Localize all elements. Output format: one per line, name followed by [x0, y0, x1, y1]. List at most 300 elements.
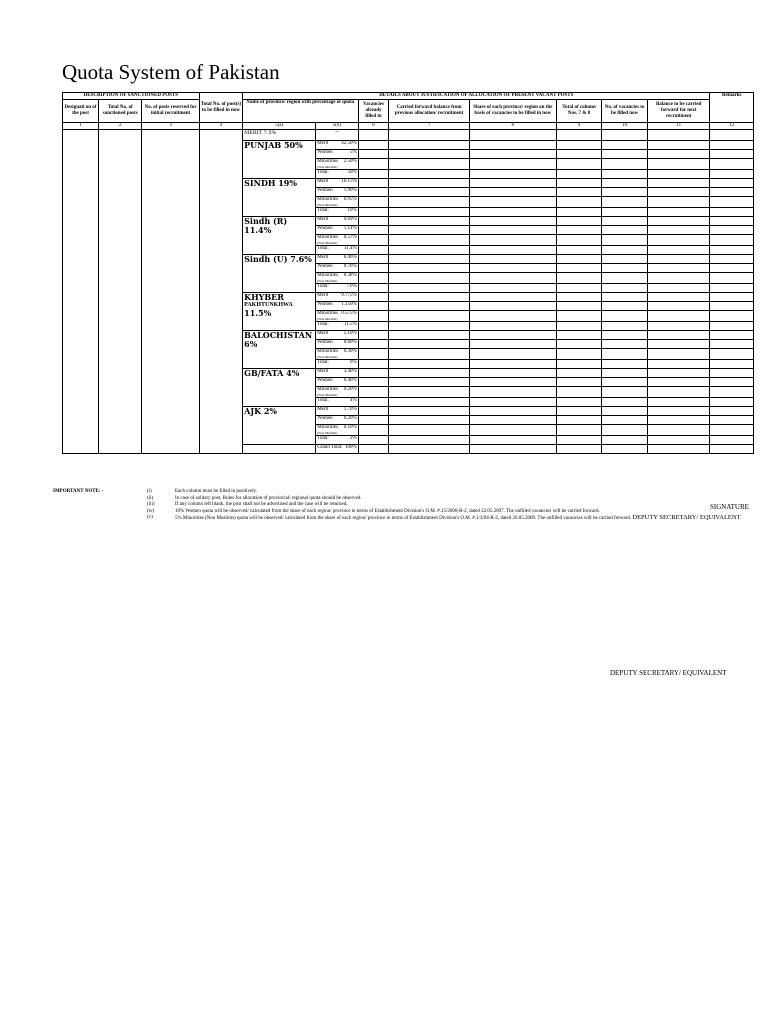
col-number: 2	[99, 123, 142, 130]
empty-cell	[469, 246, 556, 255]
empty-cell	[710, 208, 754, 217]
empty-cell	[389, 246, 470, 255]
empty-cell	[389, 150, 470, 159]
empty-cell	[389, 235, 470, 246]
empty-cell	[710, 416, 754, 425]
header-province: Name of province/ region with percentage of quota	[243, 100, 358, 123]
empty-cell	[469, 179, 556, 188]
col-number: 11	[647, 123, 710, 130]
empty-cell	[710, 398, 754, 407]
empty-cell	[556, 407, 602, 416]
empty-cell	[469, 159, 556, 170]
quota-category: Women 0.20%	[316, 416, 358, 425]
grand-total: Grand Total: 100%	[316, 445, 358, 454]
quota-subcategory: (Non Muslim)	[317, 165, 338, 169]
empty-cell	[389, 302, 470, 311]
quota-category: Minorities 0.575% (Non Muslim)	[317, 311, 357, 321]
province-label: PUNJAB 50%	[244, 140, 303, 150]
province-total: Total: 2%	[316, 436, 358, 445]
empty-cell	[602, 436, 648, 445]
empty-cell	[556, 217, 602, 226]
empty-cell	[556, 208, 602, 217]
empty-cell	[389, 416, 470, 425]
empty-cell	[389, 226, 470, 235]
note-item: (i) Each column must be filled in positively.	[147, 489, 258, 494]
quota-category: Women 1.14%	[316, 226, 358, 235]
page-title: Quota System of Pakistan	[62, 60, 280, 84]
province-total: Total: 11.5%	[316, 322, 358, 331]
province-label: KHYBER	[244, 292, 284, 302]
signature-label: SIGNATURE	[710, 503, 749, 511]
empty-cell	[389, 322, 470, 331]
empty-cell	[602, 141, 648, 150]
empty-cell	[556, 130, 602, 141]
empty-cell	[710, 159, 754, 170]
empty-cell	[602, 331, 648, 340]
empty-cell	[469, 349, 556, 360]
empty-cell	[389, 293, 470, 302]
empty-cell	[647, 369, 710, 378]
empty-cell	[710, 340, 754, 349]
quota-category: Merit 16.15%	[316, 179, 358, 188]
empty-cell	[647, 226, 710, 235]
empty-cell	[358, 436, 389, 445]
note-item: (iii) If any column left blank, the post shall not be advertised and the case will be returned.	[147, 502, 348, 507]
empty-cell	[389, 273, 470, 284]
empty-cell	[556, 387, 602, 398]
empty-cell	[469, 302, 556, 311]
empty-cell	[710, 197, 754, 208]
sanctioned-cell	[99, 130, 142, 454]
empty-cell	[556, 445, 602, 454]
empty-cell	[710, 246, 754, 255]
empty-cell	[602, 130, 648, 141]
empty-cell	[469, 150, 556, 159]
empty-cell	[647, 293, 710, 302]
empty-cell	[358, 130, 389, 141]
empty-cell	[647, 159, 710, 170]
header-vacancies-now: No. of vacancies to be filled now	[602, 100, 648, 123]
col-number: 3	[142, 123, 199, 130]
empty-cell	[710, 387, 754, 398]
empty-cell	[710, 293, 754, 302]
empty-cell	[389, 311, 470, 322]
empty-cell	[358, 264, 389, 273]
empty-cell	[556, 150, 602, 159]
quota-category: Women 1.150%	[316, 302, 358, 311]
empty-cell	[389, 141, 470, 150]
empty-cell	[469, 322, 556, 331]
note-item: (iv) 10% Women quota will be observed/ calculated from the share of each region/ province in terms of Establishment Division's O.M. #.15/2006-R-2, dated 22.05.2007. The unfilled vacancies will be carried forward.	[147, 508, 600, 514]
province-label-3: 11.5%	[244, 308, 272, 318]
empty-cell	[556, 141, 602, 150]
empty-cell	[389, 378, 470, 387]
empty-cell	[556, 226, 602, 235]
empty-cell	[602, 425, 648, 436]
empty-cell	[556, 369, 602, 378]
table-body	[63, 130, 754, 454]
empty-cell	[647, 170, 710, 179]
empty-cell	[647, 255, 710, 264]
empty-cell	[710, 302, 754, 311]
empty-cell	[358, 349, 389, 360]
empty-cell	[556, 246, 602, 255]
empty-cell	[602, 273, 648, 284]
empty-cell	[602, 416, 648, 425]
empty-cell	[358, 398, 389, 407]
province-total: Total: 7.6%	[316, 284, 358, 293]
province-name	[243, 141, 316, 179]
empty-cell	[469, 425, 556, 436]
empty-cell	[602, 188, 648, 197]
quota-subcategory: (Non Muslim)	[317, 241, 338, 245]
province-label-3: 6%	[244, 339, 258, 349]
header-share: Share of each province/ region on the basis of vacancies to be filled in now	[469, 100, 556, 123]
province-name	[243, 331, 316, 369]
empty-cell	[469, 436, 556, 445]
empty-cell	[556, 170, 602, 179]
header-carried-forward: Carried forward balance from previous allocation/ recruitment	[389, 100, 470, 123]
notes-list	[147, 489, 757, 523]
quota-category: Minorities 0.20% (Non Muslim)	[317, 387, 357, 397]
empty-cell	[556, 360, 602, 369]
header-reserved: No. of posts reserved for initial recruitment	[142, 100, 199, 123]
empty-cell	[602, 170, 648, 179]
province-label: SINDH 19%	[244, 178, 297, 188]
empty-cell	[469, 264, 556, 273]
empty-cell	[647, 150, 710, 159]
empty-cell	[469, 378, 556, 387]
empty-cell	[469, 407, 556, 416]
empty-cell	[358, 331, 389, 340]
empty-cell	[556, 302, 602, 311]
empty-cell	[647, 188, 710, 197]
empty-cell	[710, 436, 754, 445]
empty-cell	[647, 407, 710, 416]
empty-cell	[556, 398, 602, 407]
empty-cell	[647, 360, 710, 369]
empty-cell	[710, 141, 754, 150]
empty-cell	[358, 425, 389, 436]
col-number: 12	[710, 123, 754, 130]
province-label: Sindh (R) 11.4%	[244, 216, 288, 235]
empty-cell	[389, 197, 470, 208]
empty-cell	[469, 273, 556, 284]
col-number: 10	[602, 123, 648, 130]
empty-cell	[389, 217, 470, 226]
empty-cell	[647, 302, 710, 311]
empty-cell	[556, 159, 602, 170]
col-number: 9	[556, 123, 602, 130]
empty-cell	[602, 369, 648, 378]
empty-cell	[358, 378, 389, 387]
province-name	[243, 293, 316, 331]
empty-cell	[389, 159, 470, 170]
header-sanctioned: Total No. of sanctioned posts	[99, 100, 142, 123]
empty-cell	[710, 360, 754, 369]
quota-category: Merit 5.10%	[316, 331, 358, 340]
empty-cell	[358, 445, 389, 454]
empty-cell	[602, 159, 648, 170]
empty-cell	[469, 387, 556, 398]
province-name	[243, 407, 316, 445]
empty-cell	[389, 264, 470, 273]
empty-cell	[710, 407, 754, 416]
empty-cell	[710, 445, 754, 454]
empty-cell	[556, 322, 602, 331]
empty-cell	[647, 273, 710, 284]
empty-cell	[647, 130, 710, 141]
empty-cell	[710, 311, 754, 322]
empty-cell	[389, 369, 470, 378]
empty-cell	[469, 197, 556, 208]
province-label: GB/FATA 4%	[244, 368, 300, 378]
quota-category: Minorities 0.30% (Non Muslim)	[317, 349, 357, 359]
header-total-columns: Total of column Nos. 7 & 8	[556, 100, 602, 123]
empty-cell	[556, 255, 602, 264]
empty-cell	[556, 235, 602, 246]
empty-cell	[358, 360, 389, 369]
empty-cell	[469, 398, 556, 407]
empty-cell	[389, 130, 470, 141]
province-label-2: PAKHTUNKHWA	[244, 302, 293, 308]
empty-cell	[602, 349, 648, 360]
quota-category: Women 0.60%	[316, 340, 358, 349]
designation-cell	[63, 130, 99, 454]
empty-cell	[358, 159, 389, 170]
col-number: 7	[389, 123, 470, 130]
empty-cell	[710, 349, 754, 360]
empty-cell	[358, 170, 389, 179]
empty-cell	[602, 360, 648, 369]
empty-cell	[710, 150, 754, 159]
empty-cell	[556, 284, 602, 293]
empty-cell	[602, 264, 648, 273]
empty-cell	[389, 188, 470, 197]
empty-cell	[556, 416, 602, 425]
empty-cell	[710, 226, 754, 235]
empty-cell	[556, 340, 602, 349]
empty-cell	[556, 436, 602, 445]
empty-cell	[647, 349, 710, 360]
empty-cell	[469, 360, 556, 369]
empty-cell	[647, 398, 710, 407]
quota-category: Merit 6.46%	[316, 255, 358, 264]
empty-cell	[710, 170, 754, 179]
empty-cell	[358, 197, 389, 208]
empty-cell	[389, 208, 470, 217]
empty-cell	[710, 264, 754, 273]
empty-cell	[602, 208, 648, 217]
quota-category: Merit 1.70%	[316, 407, 358, 416]
empty-cell	[602, 322, 648, 331]
empty-cell	[389, 387, 470, 398]
empty-cell	[602, 197, 648, 208]
province-label: AJK 2%	[244, 406, 278, 416]
empty-cell	[647, 246, 710, 255]
notes-label: IMPORTANT NOTE: -	[53, 489, 104, 494]
empty-cell	[556, 264, 602, 273]
empty-cell	[358, 369, 389, 378]
empty-cell	[602, 226, 648, 235]
province-name	[243, 217, 316, 255]
empty-cell	[710, 179, 754, 188]
quota-subcategory: (Non Muslim)	[317, 203, 338, 207]
col-number: 5(a)	[243, 123, 316, 130]
empty-cell	[710, 255, 754, 264]
empty-cell	[602, 378, 648, 387]
empty-cell	[358, 188, 389, 197]
empty-cell	[389, 340, 470, 349]
province-total: Total: 11.4%	[316, 246, 358, 255]
header-balance: Balance to be carried forward for next recruitment	[647, 100, 710, 123]
quota-category: Women 1.90%	[316, 188, 358, 197]
province-name	[243, 369, 316, 407]
empty-cell	[358, 416, 389, 425]
table-row	[63, 130, 754, 141]
empty-cell	[602, 293, 648, 302]
empty-cell	[710, 378, 754, 387]
empty-cell	[358, 141, 389, 150]
province-total: Total: 6%	[316, 360, 358, 369]
empty-cell	[469, 235, 556, 246]
empty-cell	[469, 130, 556, 141]
empty-cell	[647, 340, 710, 349]
empty-cell	[710, 235, 754, 246]
empty-cell	[469, 170, 556, 179]
empty-cell	[647, 208, 710, 217]
empty-cell	[602, 235, 648, 246]
empty-cell	[469, 311, 556, 322]
empty-cell	[358, 407, 389, 416]
quota-category: Merit 9.69%	[316, 217, 358, 226]
signatory-label: DEPUTY SECRETARY/ EQUIVALENT	[610, 669, 727, 677]
empty-cell	[358, 302, 389, 311]
note-item: (v) 5% Minorities (Non Muslims) quota will be observed/ calculated from the share of each region/ province in terms of Establishment Division's O.M. #.1/3/94-R-2, dated 26.05.2009. The unfilled vacancies will be carried forward. DEPUTY SECRETARY/ EQUIVALENT	[147, 514, 741, 521]
quota-category: Women 0.76%	[316, 264, 358, 273]
empty-cell	[647, 197, 710, 208]
quota-category: Minorities 0.95% (Non Muslim)	[317, 197, 357, 207]
empty-cell	[602, 445, 648, 454]
empty-cell	[556, 197, 602, 208]
empty-cell	[602, 179, 648, 188]
empty-cell	[602, 246, 648, 255]
empty-cell	[389, 360, 470, 369]
empty-cell	[647, 179, 710, 188]
empty-cell	[647, 284, 710, 293]
empty-cell	[358, 226, 389, 235]
quota-subcategory: (Non Muslim)	[317, 393, 338, 397]
quota-category: Women 5%	[316, 150, 358, 159]
empty-cell	[469, 340, 556, 349]
header-remarks: Remarks	[710, 93, 754, 123]
empty-cell	[647, 141, 710, 150]
empty-cell	[647, 331, 710, 340]
empty-cell	[710, 369, 754, 378]
empty-cell	[556, 425, 602, 436]
empty-cell	[602, 150, 648, 159]
province-label: BALOCHISTAN	[244, 330, 313, 340]
empty-cell	[358, 150, 389, 159]
quota-subcategory: (Non Muslim)	[317, 317, 338, 321]
empty-cell	[469, 141, 556, 150]
empty-cell	[469, 369, 556, 378]
empty-cell	[602, 217, 648, 226]
empty-cell	[602, 255, 648, 264]
province-total: Total: 4%	[316, 398, 358, 407]
quota-category: Minorities 2.50% (Non Muslim)	[317, 159, 357, 169]
empty-cell	[389, 425, 470, 436]
col-number: 5(b)	[316, 123, 358, 130]
empty-cell	[469, 445, 556, 454]
empty-cell	[358, 179, 389, 188]
header-sanctioned-posts: DESCRIPTION OF SANCTIONED POSTS	[63, 93, 200, 100]
empty-cell	[556, 293, 602, 302]
empty-cell	[556, 273, 602, 284]
empty-cell	[469, 208, 556, 217]
empty-cell	[647, 322, 710, 331]
empty-cell	[469, 255, 556, 264]
col-number: 4	[199, 123, 242, 130]
empty-cell	[469, 284, 556, 293]
province-total: Total: 50%	[316, 170, 358, 179]
empty-cell	[358, 387, 389, 398]
empty-cell	[710, 188, 754, 197]
empty-cell	[358, 284, 389, 293]
empty-cell	[710, 273, 754, 284]
empty-cell	[556, 378, 602, 387]
quota-category: Merit 9.775%	[316, 293, 358, 302]
empty-cell	[469, 226, 556, 235]
empty-cell	[358, 246, 389, 255]
empty-cell	[710, 217, 754, 226]
empty-cell	[710, 130, 754, 141]
province-total: Total: 19%	[316, 208, 358, 217]
note-item: (ii) In case of solitary post, Rules for allocation of provincial/ regional quota should be observed.	[147, 495, 362, 501]
empty-cell	[358, 293, 389, 302]
empty-cell	[556, 188, 602, 197]
total-posts-cell	[199, 130, 242, 454]
reserved-cell	[142, 130, 199, 454]
quota-table	[62, 92, 754, 454]
empty-cell	[602, 340, 648, 349]
empty-cell	[389, 255, 470, 264]
empty-cell	[358, 322, 389, 331]
empty-cell	[389, 284, 470, 293]
quota-category: Women 0.40%	[316, 378, 358, 387]
col-number: 1	[63, 123, 99, 130]
header-designation: Designati on of the post	[63, 100, 99, 123]
empty-cell	[647, 235, 710, 246]
empty-cell	[358, 217, 389, 226]
empty-cell	[358, 340, 389, 349]
quota-category: Minorities 0.57% (Non Muslim)	[317, 235, 357, 245]
empty-cell	[647, 311, 710, 322]
empty-cell	[710, 331, 754, 340]
empty-cell	[469, 293, 556, 302]
empty-cell	[710, 425, 754, 436]
empty-cell	[556, 349, 602, 360]
quota-category: Merit 3.40%	[316, 369, 358, 378]
empty-cell	[469, 416, 556, 425]
empty-cell	[647, 416, 710, 425]
empty-cell	[556, 179, 602, 188]
empty-cell	[710, 284, 754, 293]
empty-cell	[647, 378, 710, 387]
empty-cell	[710, 322, 754, 331]
empty-cell	[358, 311, 389, 322]
empty-cell	[647, 387, 710, 398]
